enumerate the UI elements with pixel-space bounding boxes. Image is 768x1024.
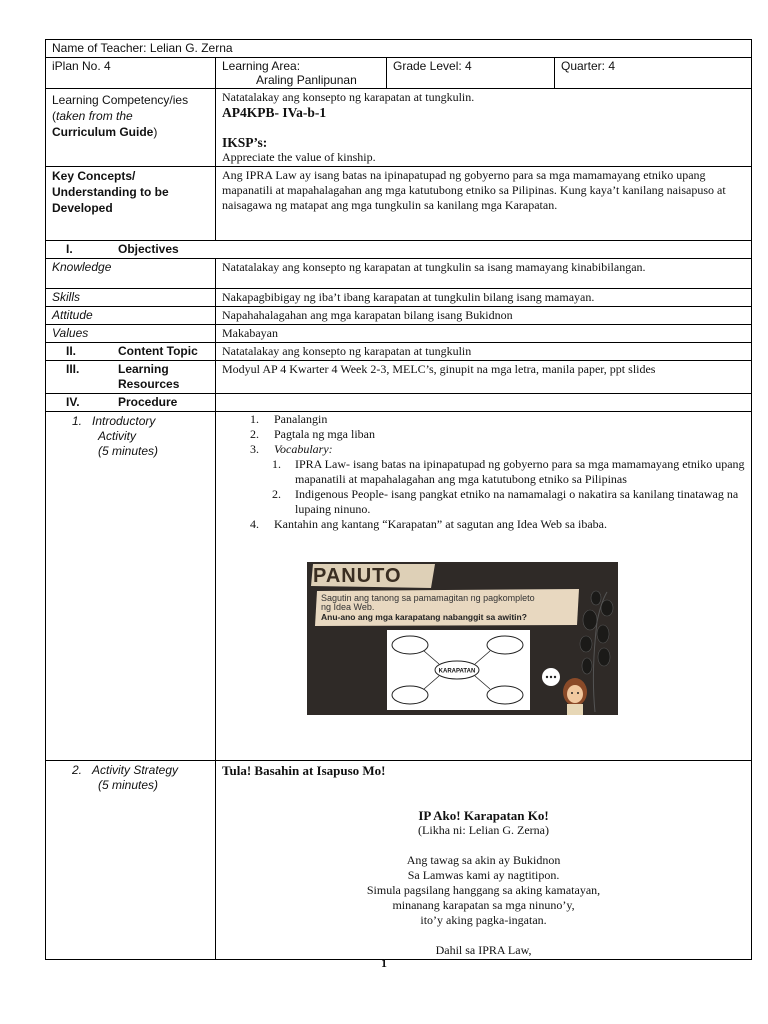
values-text: Makabayan bbox=[216, 325, 752, 343]
grade-level: Grade Level: 4 bbox=[387, 58, 555, 89]
vocabulary-list bbox=[222, 457, 745, 517]
list-item: 2. Pagtala ng mga liban bbox=[250, 427, 375, 441]
procedure-heading: IV. Procedure bbox=[46, 394, 216, 412]
slide-center-label: KARAPATAN bbox=[438, 668, 476, 675]
intro-activity-content bbox=[216, 412, 752, 761]
poem-line: Sa Lamwas kami ay nagtitipon. bbox=[407, 868, 560, 882]
poem-title: IP Ako! Karapatan Ko! bbox=[418, 808, 549, 823]
competency-label: Learning Competency/ies (taken from the Curriculum Guide) bbox=[46, 89, 216, 167]
idea-web-slide bbox=[307, 562, 618, 715]
lesson-plan-table bbox=[45, 39, 752, 960]
tula-heading: Tula! Basahin at Isapuso Mo! bbox=[222, 763, 386, 778]
skills-label: Skills bbox=[46, 289, 216, 307]
poem-line: ito’y aking pagka-ingatan. bbox=[420, 913, 547, 927]
resources-text: Modyul AP 4 Kwarter 4 Week 2-3, MELC’s, ginupit na mga letra, manila paper, ppt slides bbox=[216, 361, 752, 394]
quarter: Quarter: 4 bbox=[555, 58, 752, 89]
knowledge-label: Knowledge bbox=[46, 259, 216, 289]
poem-author: (Likha ni: Lelian G. Zerna) bbox=[418, 823, 549, 837]
vocabulary-item: 2. Indigenous People- isang pangkat etniko na namamalagi o nakatira sa kanilang tinatawag na lupaing ninuno. bbox=[272, 487, 739, 516]
key-concepts-label: Key Concepts/ Understanding to be Developed bbox=[46, 167, 216, 241]
resources-label: III. Learning Resources bbox=[46, 361, 216, 394]
learning-area-value: Araling Panlipunan bbox=[256, 73, 357, 87]
page-number: 1 bbox=[381, 956, 387, 970]
values-label: Values bbox=[46, 325, 216, 343]
teacher-name: Name of Teacher: Lelian G. Zerna bbox=[46, 40, 752, 58]
list-item: 1. Panalangin bbox=[250, 412, 328, 426]
poem-line: Ang tawag sa akin ay Bukidnon bbox=[406, 853, 561, 867]
poem-line: Simula pagsilang hanggang sa aking kamatayan, bbox=[366, 883, 601, 897]
slide-instruction-2: ng Idea Web. bbox=[321, 602, 375, 612]
skills-text: Nakapagbibigay ng iba’t ibang karapatan at tungkulin bilang isang mamayan. bbox=[216, 289, 752, 307]
vocabulary-item: 1. IPRA Law- isang batas na ipinapatupad ng gobyerno para sa mga mamamayang etniko upang mapanatili at mapahalagahan ang mga katutubong etniko sa Pilipinas bbox=[272, 457, 745, 486]
iksp-text: Appreciate the value of kinship. bbox=[222, 150, 376, 164]
slide-question: Anu-ano ang mga karapatang nabanggit sa awitin? bbox=[321, 612, 527, 622]
intro-activity-label: 1. Introductory Activity (5 minutes) bbox=[46, 412, 216, 761]
attitude-label: Attitude bbox=[46, 307, 216, 325]
activity-strategy-content bbox=[216, 761, 752, 960]
knowledge-text: Natatalakay ang konsepto ng karapatan at tungkulin sa isang mamayang kinabibilangan. bbox=[216, 259, 752, 289]
slide-instruction-1: Sagutin ang tanong sa pamamagitan ng pagkompleto bbox=[321, 593, 535, 603]
poem-line bbox=[222, 928, 745, 943]
intro-list bbox=[222, 412, 745, 457]
idea-web-slide-image bbox=[307, 562, 618, 715]
content-topic-label: II. Content Topic bbox=[46, 343, 216, 361]
content-topic-text: Natatalakay ang konsepto ng karapatan at tungkulin bbox=[216, 343, 752, 361]
key-concepts-text: Ang IPRA Law ay isang batas na ipinapatupad ng gobyerno para sa mga mamamayang etniko upang mapanatili at mapahalagahan ang mga katutubong etniko sa Pilipinas. Kung kaya’t kanilang naisapuso at naisagawa ng matapat ang mga tungkulin sa kanilang mga Karapatan. bbox=[216, 167, 752, 241]
competency-code: AP4KPB- IVa-b-1 bbox=[222, 105, 327, 120]
learning-area bbox=[216, 58, 387, 89]
competency-text: Natatalakay ang konsepto ng karapatan at tungkulin. bbox=[222, 90, 475, 104]
list-item: 4. Kantahin ang kantang “Karapatan” at sagutan ang Idea Web sa ibaba. bbox=[250, 517, 607, 531]
iksp-label: IKSP’s: bbox=[222, 135, 268, 150]
list-item: 3. Vocabulary: bbox=[250, 442, 333, 456]
attitude-text: Napahahalagahan ang mga karapatan bilang isang Bukidnon bbox=[216, 307, 752, 325]
slide-title: PANUTO bbox=[313, 565, 402, 587]
iplan-number: iPlan No. 4 bbox=[46, 58, 216, 89]
poem-line: minanang karapatan sa mga ninuno’y, bbox=[392, 898, 575, 912]
learning-area-label: Learning Area: bbox=[222, 59, 301, 73]
activity-strategy-label: 2. Activity Strategy (5 minutes) bbox=[46, 761, 216, 960]
competency-content bbox=[216, 89, 752, 167]
objectives-heading: I. Objectives bbox=[46, 241, 752, 259]
poem-line: Dahil sa IPRA Law, bbox=[435, 943, 532, 957]
